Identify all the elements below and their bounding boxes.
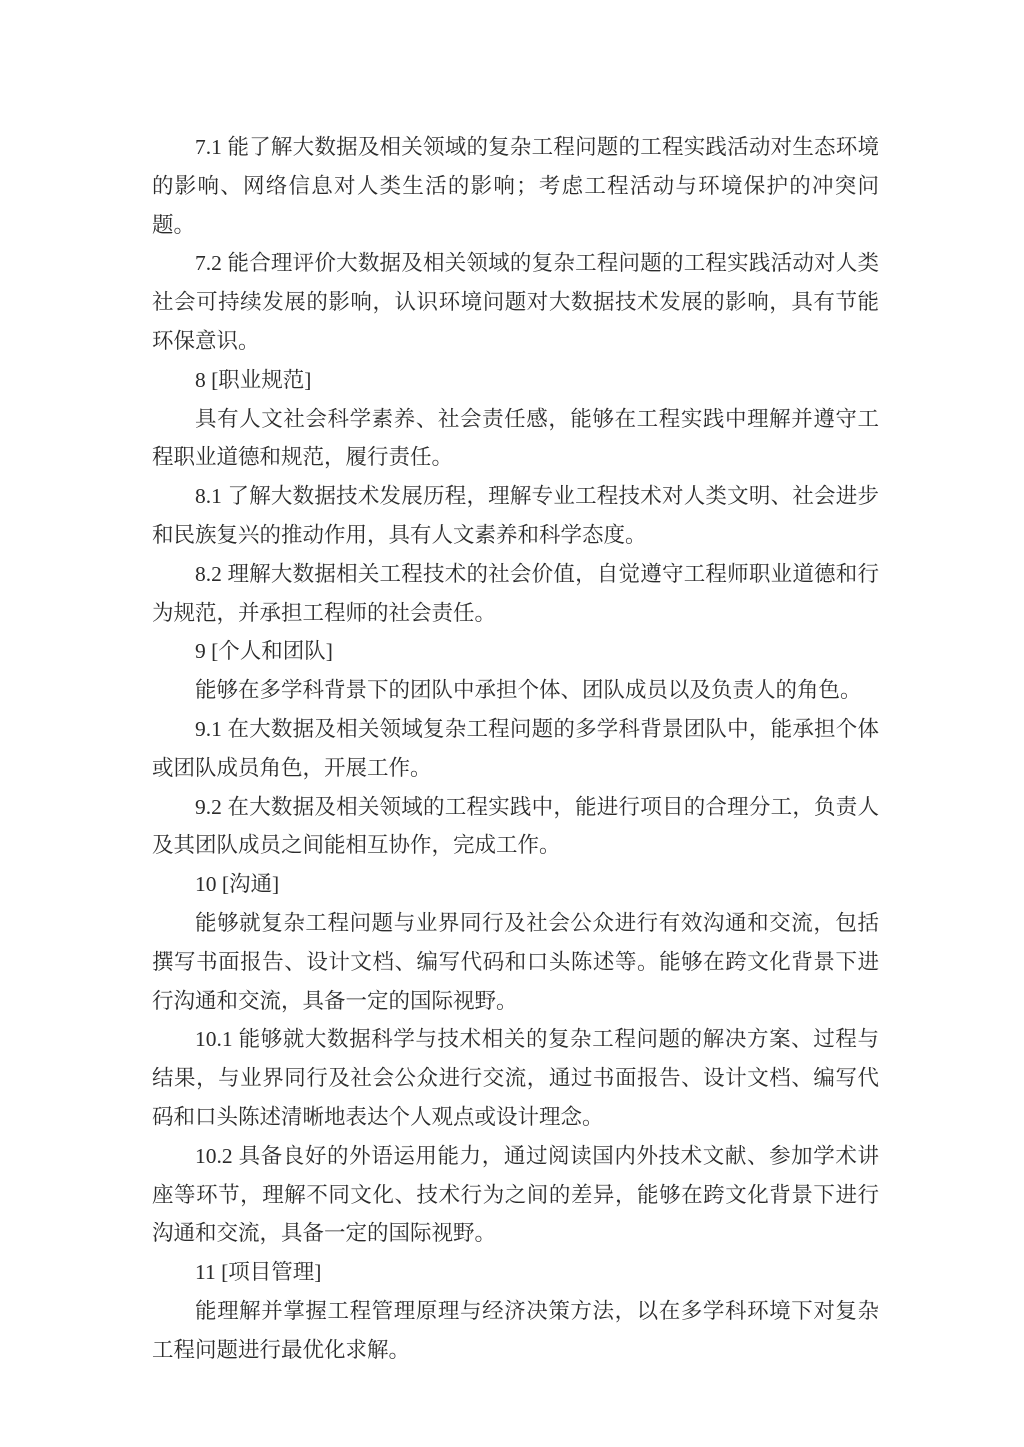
clause-9-1: 9.1 在大数据及相关领域复杂工程问题的多学科背景团队中，能承担个体或团队成员角色，开展工作。 bbox=[152, 716, 879, 780]
clause-8-1: 8.1 了解大数据技术发展历程，理解专业工程技术对人类文明、社会进步和民族复兴的推动作用，具有人文素养和科学态度。 bbox=[152, 484, 879, 547]
summary-9: 能够在多学科背景下的团队中承担个体、团队成员以及负责人的角色。 bbox=[195, 678, 862, 703]
heading-8-professional-norms: 8 [职业规范] bbox=[195, 367, 312, 392]
page-text-content bbox=[152, 128, 879, 1370]
clause-8-2: 8.2 理解大数据相关工程技术的社会价值，自觉遵守工程师职业道德和行为规范，并承担工程师的社会责任。 bbox=[152, 561, 879, 625]
clause-10-2: 10.2 具备良好的外语运用能力，通过阅读国内外技术文献、参加学术讲座等环节，理解不同文化、技术行为之间的差异，能够在跨文化背景下进行沟通和交流，具备一定的国际视野。 bbox=[152, 1143, 879, 1246]
clause-10-1: 10.1 能够就大数据科学与技术相关的复杂工程问题的解决方案、过程与结果，与业界同行及社会公众进行交流，通过书面报告、设计文档、编写代码和口头陈述清晰地表达个人观点或设计理念。 bbox=[152, 1027, 879, 1129]
clause-7-2: 7.2 能合理评价大数据及相关领域的复杂工程问题的工程实践活动对人类社会可持续发展的影响，认识环境问题对大数据技术发展的影响，具有节能环保意识。 bbox=[152, 251, 879, 353]
summary-11: 能理解并掌握工程管理原理与经济决策方法，以在多学科环境下对复杂工程问题进行最优化求解。 bbox=[152, 1298, 879, 1362]
heading-11-project-management: 11 [项目管理] bbox=[195, 1260, 322, 1285]
clause-9-2: 9.2 在大数据及相关领域的工程实践中，能进行项目的合理分工，负责人及其团队成员之间能相互协作，完成工作。 bbox=[152, 794, 879, 858]
clause-7-1: 7.1 能了解大数据及相关领域的复杂工程问题的工程实践活动对生态环境的影响、网络信息对人类生活的影响；考虑工程活动与环境保护的冲突问题。 bbox=[152, 135, 879, 237]
summary-10: 能够就复杂工程问题与业界同行及社会公众进行有效沟通和交流，包括撰写书面报告、设计文档、编写代码和口头陈述等。能够在跨文化背景下进行沟通和交流，具备一定的国际视野。 bbox=[152, 910, 879, 1013]
heading-9-individual-and-team: 9 [个人和团队] bbox=[195, 639, 333, 664]
heading-10-communication: 10 [沟通] bbox=[195, 872, 280, 897]
summary-8: 具有人文社会科学素养、社会责任感，能够在工程实践中理解并遵守工程职业道德和规范，履行责任。 bbox=[152, 406, 879, 470]
